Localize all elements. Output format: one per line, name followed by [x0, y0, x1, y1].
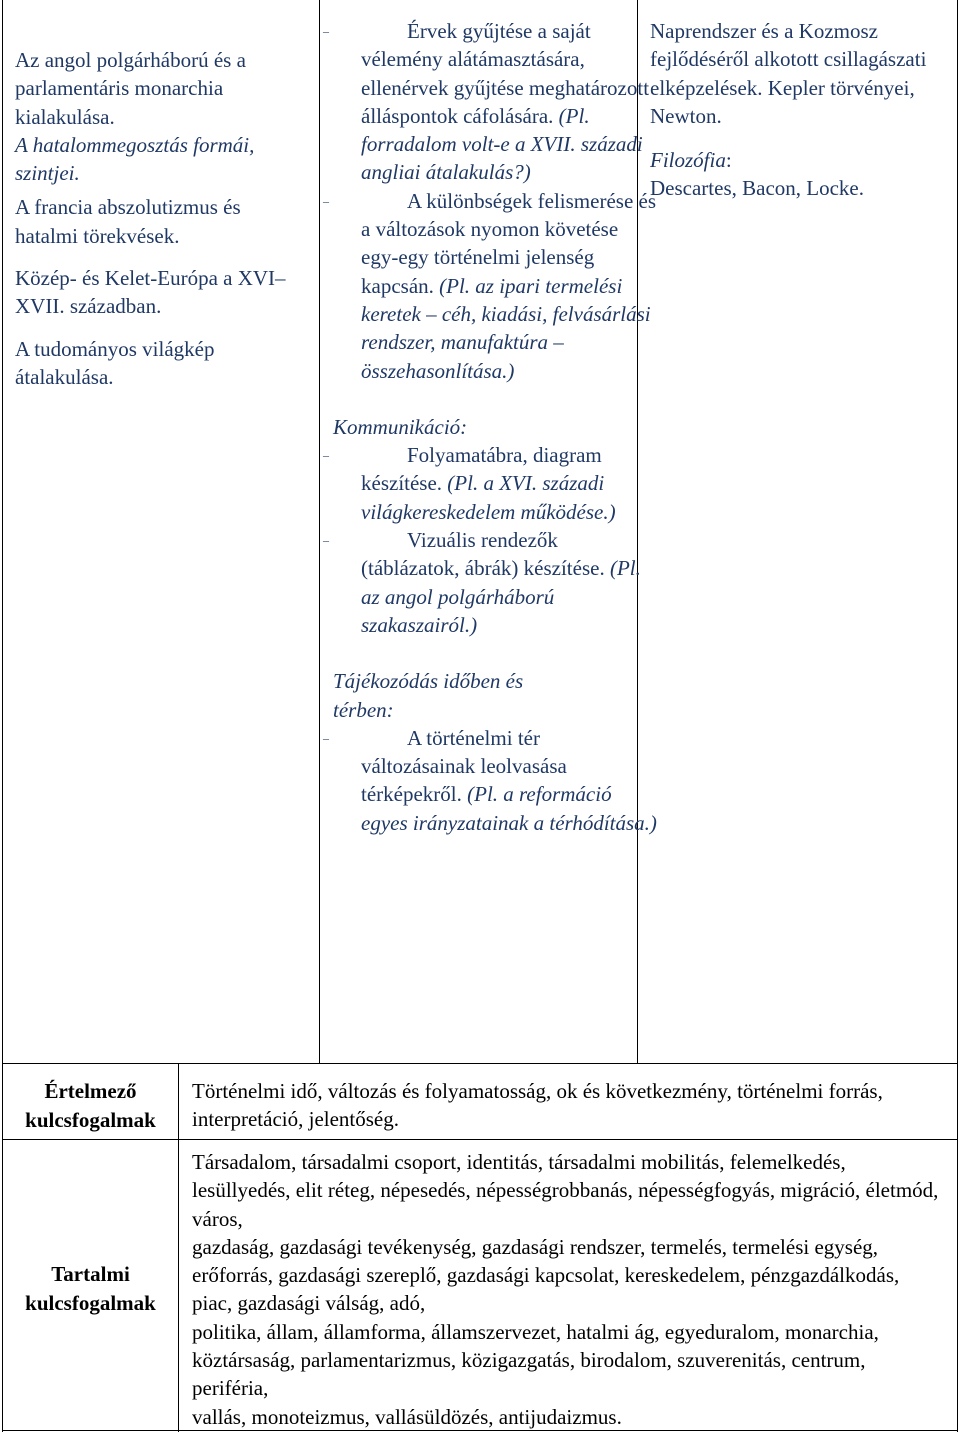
skill-example: (Pl. az ipari termelési keretek – céh, kiadási, felvásárlási rendszer, manufaktúra – összehasonlítása.) [361, 273, 651, 383]
philosophy-label: Filozófia [650, 148, 726, 173]
connections-text: Naprendszer és a Kozmosz fejlődéséről alkotott csillagászati elképzelések. Kepler törvényei, Newton. [650, 19, 927, 128]
concept-paragraph: gazdaság, gazdasági tevékenység, gazdasági rendszer, termelés, termelési egység, erőforrás, gazdasági szereplő, gazdasági kapcsolat, kereskedelem, pénzgazdálkodás, piac, gazdasági válság, adó, [192, 1234, 900, 1316]
skill-example: (Pl. a reformáció egyes irányzatainak a térhódítása.) [361, 782, 657, 835]
skill-item [323, 441, 657, 526]
topic-item: A hatalommegosztás formái, szintjei. [15, 132, 255, 186]
skill-text: Vizuális rendezők (táblázatok, ábrák) készítése. [361, 528, 605, 581]
concept-paragraph: politika, állam, államforma, államszervezet, hatalmi ág, egyeduralom, monarchia, köztársaság, parlamentarizmus, közigazgatás, birodalom, szuverenitás, centrum, periféria, [192, 1319, 879, 1401]
skill-example: (Pl. a XVI. századi világkereskedelem működése.) [361, 471, 616, 524]
skill-item [323, 187, 657, 385]
skill-example: (Pl. az angol polgárháború szakaszairól.) [361, 556, 641, 637]
topic-item: A tudományos világkép átalakulása. [15, 336, 215, 389]
topics-cell [15, 46, 305, 391]
concept-paragraph: Társadalom, társadalmi csoport, identitás, társadalmi mobilitás, felemelkedés, lesüllyedés, elit réteg, népesedés, népességrobbanás, népességfogyás, migráció, életmód, város, [192, 1150, 939, 1231]
connections-cell [650, 17, 948, 203]
skill-text: Folyamatábra, diagram készítése. [361, 443, 602, 496]
column-divider-1 [319, 0, 320, 1063]
skill-text: Érvek gyűjtése a saját vélemény alátámasztására, ellenérvek gyűjtése meghatározott álláspontok cáfolására. [361, 19, 650, 128]
skills-heading: Tájékozódás időben és térben: [333, 669, 524, 722]
dash-bullet: – [323, 533, 329, 548]
interpretive-concepts-label: Értelmező kulcsfogalmak [25, 1079, 156, 1132]
dash-bullet: – [323, 448, 329, 463]
dash-bullet: – [323, 730, 329, 745]
skill-item [323, 17, 657, 187]
table-border-left [2, 0, 3, 1432]
interpretive-concepts-text: Történelmi idő, változás és folyamatosság, ok és következmény, történelmi forrás, interpretáció, jelentőség. [192, 1079, 883, 1132]
dash-bullet: – [323, 193, 329, 208]
skills-cell [323, 17, 657, 837]
content-concepts-label: Tartalmi kulcsfogalmak [25, 1262, 156, 1315]
skills-heading: Kommunikáció: [333, 414, 468, 439]
topic-item: Közép- és Kelet-Európa a XVI–XVII. században. [15, 266, 286, 319]
skills-block-communication [323, 413, 657, 639]
skill-item [323, 724, 657, 837]
skill-text: A különbségek felismerése és a változások nyomon követése egy-egy történelmi jelenség kapcsán. [361, 188, 657, 298]
skill-item [323, 526, 657, 639]
philosophy-text: Descartes, Bacon, Locke. [650, 176, 864, 201]
row-divider-2 [2, 1139, 958, 1140]
topic-item: A francia abszolutizmus és hatalmi törekvések. [15, 195, 241, 248]
row-divider-1 [2, 1063, 958, 1064]
topic-item: Az angol polgárháború és a parlamentáris monarchia kialakulása. [15, 48, 246, 129]
skills-block-arguments [323, 17, 657, 385]
skill-text: A történelmi tér változásainak leolvasása térképekről. [361, 725, 567, 807]
content-concepts-text [192, 1148, 944, 1431]
philosophy-colon: : [725, 148, 732, 173]
label-column-divider [178, 1063, 179, 1432]
table-border-right [957, 0, 958, 1432]
skill-example: (Pl. forradalom volt-e a XVII. századi angliai átalakulás?) [361, 103, 643, 185]
concept-paragraph: vallás, monoteizmus, vallásüldözés, antijudaizmus. [192, 1404, 622, 1429]
skills-block-orientation [323, 667, 657, 837]
dash-bullet: – [323, 24, 329, 38]
